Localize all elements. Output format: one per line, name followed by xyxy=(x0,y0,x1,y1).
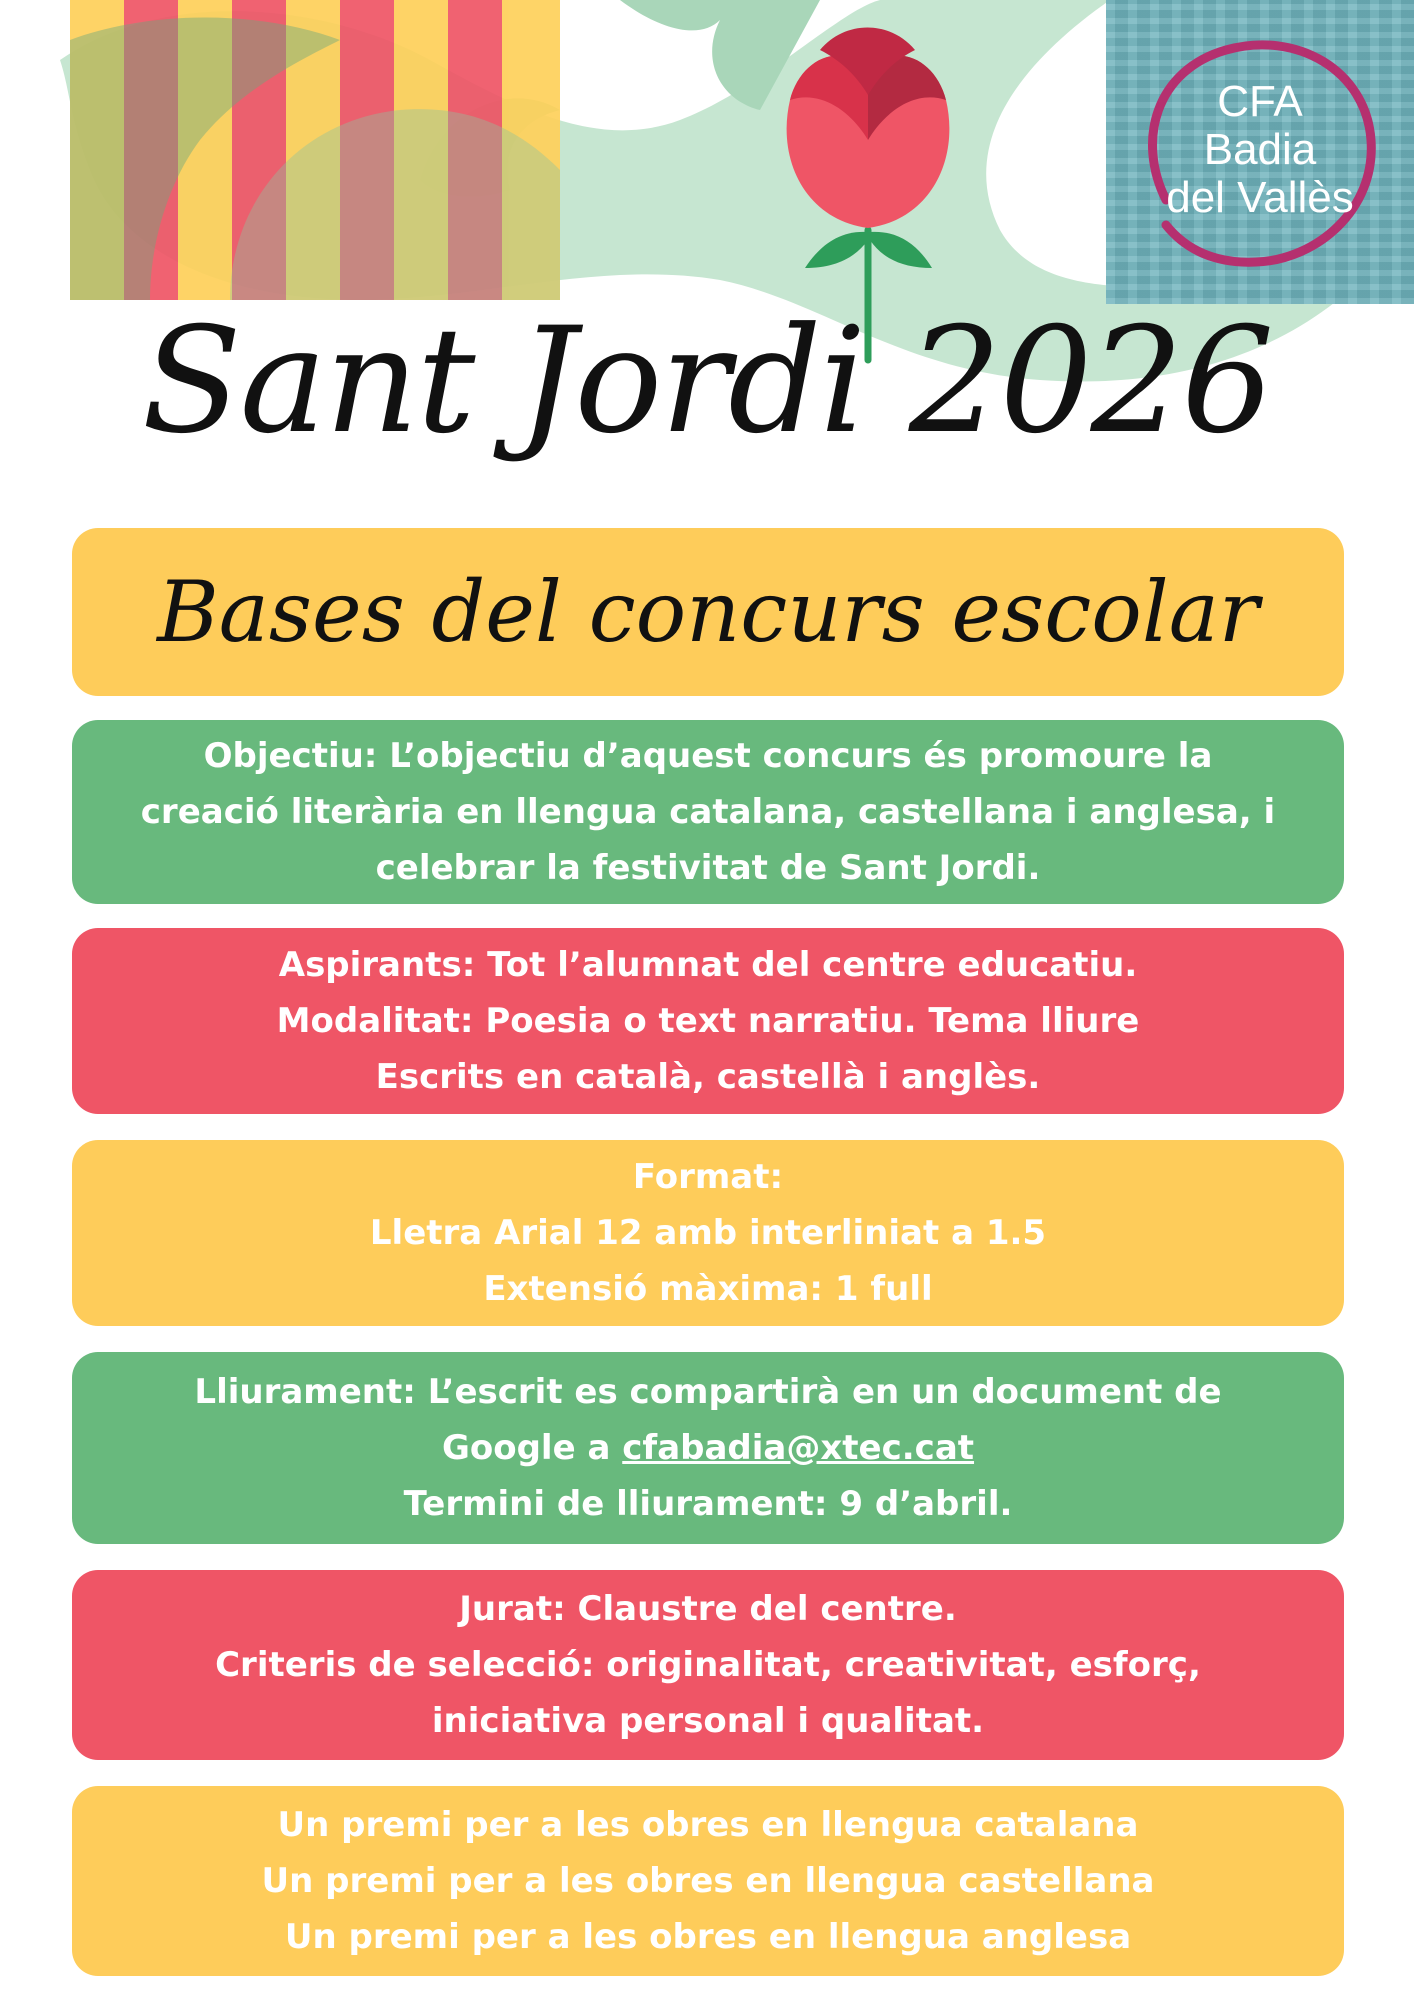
lliurament-section xyxy=(72,1352,1344,1544)
languages-line: Escrits en català, castellà i anglès. xyxy=(375,1057,1041,1097)
premis-section xyxy=(72,1786,1344,1976)
format-heading: Format: xyxy=(632,1157,784,1197)
deadline-line: Termini de lliurament: 9 d’abril. xyxy=(403,1484,1013,1524)
lliurament-line-1: Lliurament: L’escrit es compartirà en un document de xyxy=(194,1372,1222,1412)
jurat-line: Jurat: Claustre del centre. xyxy=(459,1589,957,1629)
format-length-line: Extensió màxima: 1 full xyxy=(483,1269,933,1309)
aspirants-section xyxy=(72,928,1344,1114)
lliurament-line-2 xyxy=(442,1420,974,1476)
jurat-section xyxy=(72,1570,1344,1760)
objectiu-line-1: Objectiu: L’objectiu d’aquest concurs és promoure la xyxy=(203,736,1213,776)
format-section xyxy=(72,1140,1344,1326)
lliurament-google-text: Google a xyxy=(441,1428,623,1468)
school-logo xyxy=(1106,0,1414,304)
logo-text xyxy=(1106,78,1414,222)
criteria-line-1: Criteris de selecció: originalitat, creativitat, esforç, xyxy=(215,1645,1201,1685)
objectiu-line-3: celebrar la festivitat de Sant Jordi. xyxy=(375,848,1041,888)
objectiu-line-2: creació literària en llengua catalana, castellana i anglesa, i xyxy=(140,792,1276,832)
prize-catalan-line: Un premi per a les obres en llengua catalana xyxy=(277,1805,1139,1845)
email-link[interactable]: cfabadia@xtec.cat xyxy=(622,1428,975,1468)
format-font-line: Lletra Arial 12 amb interliniat a 1.5 xyxy=(369,1213,1047,1253)
prize-english-line: Un premi per a les obres en llengua anglesa xyxy=(284,1917,1132,1957)
aspirants-line-1: Aspirants: Tot l’alumnat del centre educatiu. xyxy=(278,945,1138,985)
subtitle: Bases del concurs escolar xyxy=(157,563,1259,661)
logo-line-badia: Badia xyxy=(1203,125,1317,174)
page-title: Sant Jordi 2026 xyxy=(141,296,1273,466)
criteria-line-2: iniciativa personal i qualitat. xyxy=(431,1701,985,1741)
logo-line-cfa: CFA xyxy=(1217,77,1303,126)
logo-line-valles: del Vallès xyxy=(1166,173,1354,222)
prize-spanish-line: Un premi per a les obres en llengua castellana xyxy=(261,1861,1155,1901)
modalitat-line: Modalitat: Poesia o text narratiu. Tema lliure xyxy=(276,1001,1140,1041)
objectiu-section xyxy=(72,720,1344,904)
subtitle-banner xyxy=(72,528,1344,696)
